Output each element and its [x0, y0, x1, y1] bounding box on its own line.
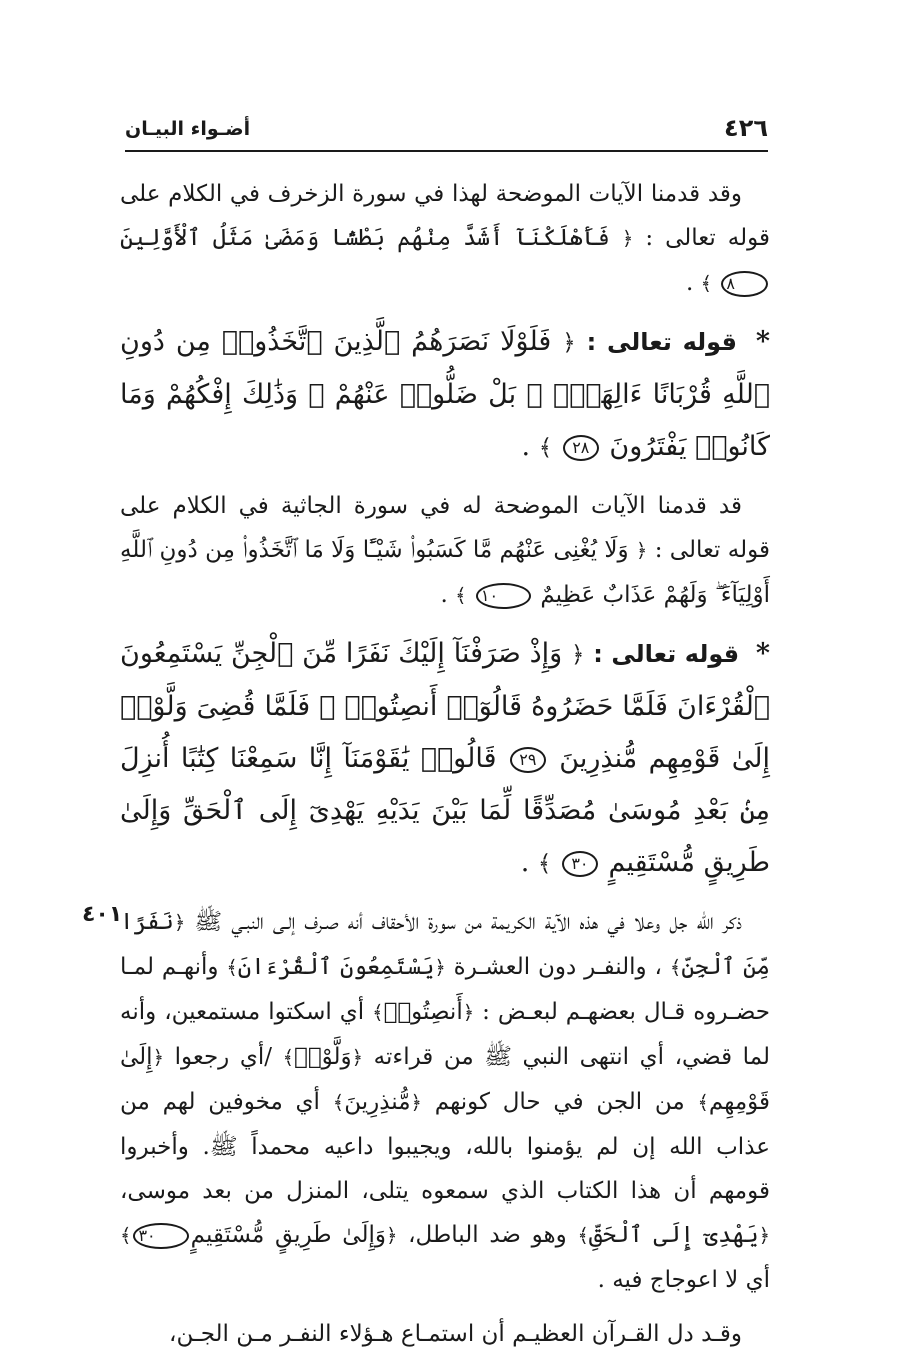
quran-quote: يَسْتَمِعُونَ ٱلْقُرْءَانَ	[237, 954, 435, 980]
quran-bracket-open: ﴿	[410, 1091, 422, 1114]
quran-quote: نَفَرًا مِّنَ ٱلْجِنِّ	[120, 909, 771, 980]
quran-bracket-open: ﴿	[434, 956, 446, 979]
quran-bracket-close: ﴾	[700, 272, 713, 295]
quran-bracket-close: ﴾	[372, 1001, 384, 1024]
paragraph-text: قد قدمنا الآيات الموضحة له في سورة الجاثية في الكلام على قوله تعالى :	[120, 493, 770, 563]
paragraph-text: وقد قدمنا الآيات الموضحة لهذا في سورة الزخرف في الكلام على قوله تعالى :	[120, 181, 770, 251]
quran-bracket-close: ﴾	[455, 584, 467, 607]
section-star: *	[755, 638, 771, 669]
commentary-text: وأنهـم لمـا حضـروه قـال بعضهـم لبعـض :	[120, 954, 771, 1025]
heading-verses-29-30	[120, 628, 770, 890]
paragraph-commentary	[120, 900, 770, 1302]
quran-quote: يَهْدِىٓ إِلَى ٱلْحَقِّ	[588, 1222, 759, 1248]
quran-bracket-close: ﴾	[537, 851, 552, 877]
quran-bracket-open: ﴿	[462, 1001, 475, 1024]
ayah-number: ٢٨	[563, 435, 599, 461]
page-number: ٤٢٦	[724, 114, 768, 142]
commentary-text: أي مخوفين لهم من عذاب الله إن لم يؤمنوا بالله، ويجيبوا داعيه محمداً ﷺ. وأخبروا قومهم أن هذا الكتاب الذي سمعوه يتلى، المنزل من بعد موسى،	[120, 1089, 770, 1204]
ayah-number: ٢٩	[510, 747, 546, 773]
margin-page-reference: ٤٠١	[82, 902, 123, 927]
quran-quote: وَإِلَىٰ طَرِيقٍ مُّسْتَقِيمٍ	[190, 1222, 386, 1248]
quran-bracket-close: ﴾	[226, 956, 238, 979]
quran-quote: وَلَّوْا۟	[294, 1044, 352, 1070]
quran-bracket-close: ﴾	[120, 1224, 132, 1247]
quran-bracket-open: ﴿	[758, 1224, 771, 1247]
heading-verse-28	[120, 316, 770, 474]
quran-bracket-open: ﴿	[621, 227, 634, 250]
ayah-number: ٣٠	[562, 851, 598, 877]
quran-bracket-close: ﴾	[577, 1224, 589, 1247]
paragraph-jathiya-reference	[120, 484, 770, 618]
quran-bracket-open: ﴿	[635, 539, 648, 562]
quran-quote: إِلَىٰ قَوْمِهِم	[120, 1044, 771, 1115]
sentence-end: .	[686, 270, 694, 296]
commentary-text: وهو ضد الباطل،	[408, 1222, 567, 1248]
paragraph-text: وقـد دل القـرآن العظيـم أن استمـاع هـؤلاء النفـر مـن الجـن،	[169, 1321, 742, 1347]
book-title: أضـواء البيـان	[125, 118, 251, 140]
sentence-end: .	[440, 582, 448, 608]
quran-bracket-close: ﴾	[282, 1046, 295, 1069]
section-star: *	[755, 326, 770, 357]
quran-quote: أَنصِتُوا۟	[383, 999, 463, 1025]
heading-label: قوله تعالى :	[593, 640, 740, 668]
quran-bracket-open: ﴿	[351, 1046, 364, 1069]
ayah-number: ٣٠	[133, 1223, 188, 1249]
quran-verse: قَالُوا۟ يَٰقَوْمَنَآ إِنَّا سَمِعْنَا كِتَٰبًا أُنزِلَ مِنۢ بَعْدِ مُوسَىٰ مُصَدِّقًا لِّمَا بَيْنَ يَدَيْهِ يَهْدِىٓ إِلَى ٱلْحَقِّ وَإِلَىٰ طَرِيقٍ مُّسْتَقِيمٍ	[120, 743, 770, 878]
commentary-text: ، والنفـر دون العشـرة	[453, 954, 662, 980]
sentence-end: .	[520, 847, 530, 878]
commentary-text: /أي رجعوا	[174, 1044, 272, 1070]
quran-verse: وَإِذْ صَرَفْنَآ إِلَيْكَ نَفَرًا مِّنَ ٱلْجِنِّ يَسْتَمِعُونَ ٱلْقُرْءَانَ فَلَمَّا حَضَرُوهُ قَالُوٓا۟ أَنصِتُوا۟ ۖ فَلَمَّا قُضِىَ وَلَّوْا۟ إِلَىٰ قَوْمِهِم مُّنذِرِينَ	[120, 638, 770, 774]
paragraph-continuation	[120, 1312, 770, 1356]
page-header	[125, 112, 768, 152]
quran-verse: فَأَهْلَكْنَآ أَشَدَّ مِنْهُم بَطْشًا وَمَضَىٰ مَثَلُ ٱلْأَوَّلِينَ	[120, 225, 610, 251]
ayah-number: ١٠	[476, 583, 531, 609]
quran-verse: فَلَوْلَا نَصَرَهُمُ ٱلَّذِينَ ٱتَّخَذُوا۟ مِن دُونِ ٱللَّهِ قُرْبَانًا ءَالِهَةًۢ ۖ بَلْ ضَلُّوا۟ عَنْهُمْ ۚ وَذَٰلِكَ إِفْكُهُمْ وَمَا كَانُوا۟ يَفْتَرُونَ	[120, 326, 770, 462]
commentary-text: من الجن في حال كونهم	[434, 1089, 685, 1115]
commentary-text: أي اسكتوا مستمعين، وأنه لما قضي، أي انتهى النبي ﷺ من قراءته	[120, 999, 770, 1070]
quran-bracket-open: ﴿	[570, 642, 585, 668]
quran-bracket-open: ﴿	[385, 1224, 398, 1247]
quran-bracket-close: ﴾	[697, 1091, 709, 1114]
sentence-end: .	[521, 431, 531, 462]
paragraph-zukhruf-reference	[120, 172, 770, 306]
quran-bracket-open: ﴿	[152, 1046, 165, 1069]
ayah-number: ٨	[721, 271, 768, 297]
quran-verse: وَلَا يُغْنِى عَنْهُم مَّا كَسَبُوا۟ شَيْـًٔا وَلَا مَا ٱتَّخَذُوا۟ مِن دُونِ ٱللَّهِ أَوْلِيَآءَ ۖ وَلَهُمْ عَذَابٌ عَظِيمٌ	[120, 537, 770, 608]
quran-quote: مُّنذِرِينَ	[344, 1089, 411, 1115]
quran-bracket-close: ﴾	[332, 1091, 345, 1114]
header-rule	[125, 150, 768, 152]
quran-bracket-open: ﴿	[562, 330, 576, 356]
quran-bracket-close: ﴾	[669, 956, 682, 979]
commentary-text: أي لا اعوجاج فيه .	[597, 1267, 770, 1293]
quran-bracket-open: ﴿	[173, 911, 186, 934]
body-text	[120, 172, 770, 1366]
heading-label: قوله تعالى :	[586, 328, 737, 356]
commentary-text: ذكر الله جل وعلا في هذه الآية الكريمة من سورة الأحقاف أنه صـرف إلـى النبـي ﷺ	[194, 909, 742, 935]
quran-bracket-close: ﴾	[538, 435, 553, 461]
